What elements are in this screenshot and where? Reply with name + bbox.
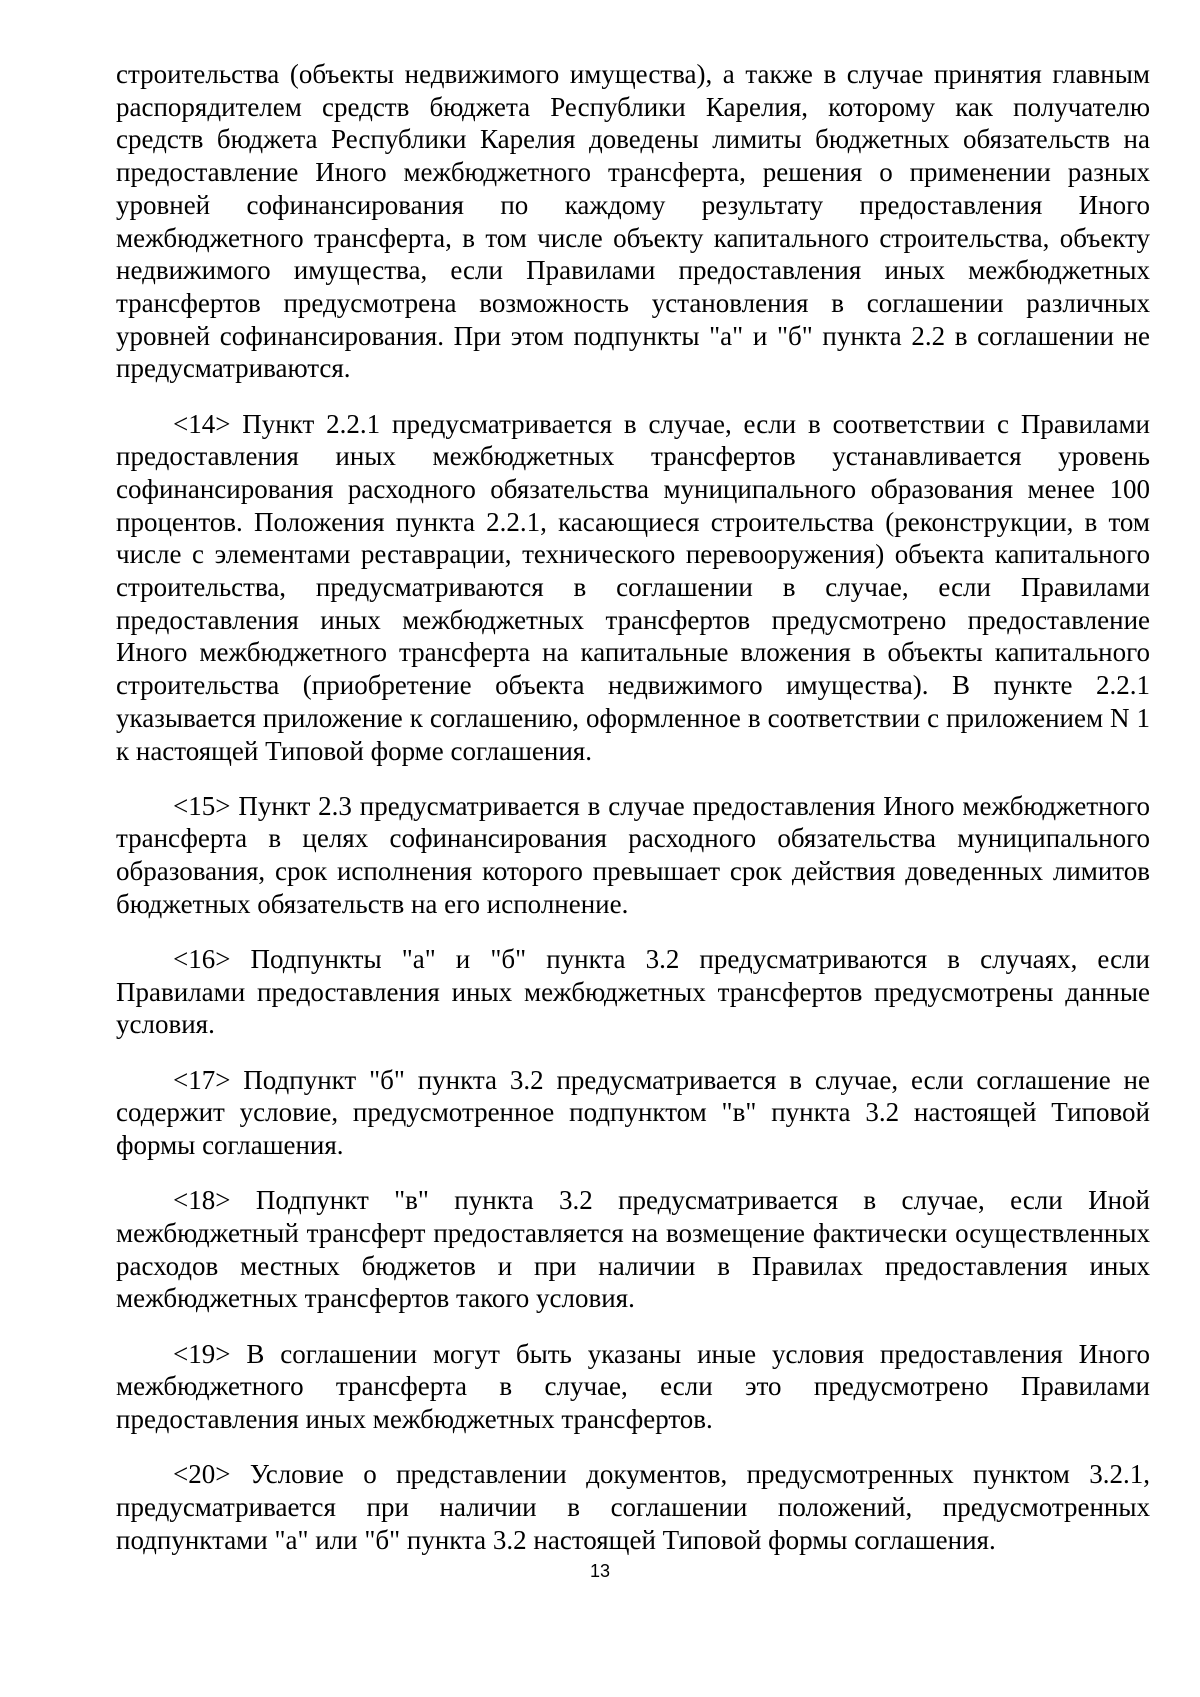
footnote-16: <16> Подпункты "а" и "б" пункта 3.2 предусматриваются в случаях, если Правилами предоставления иных межбюджетных трансфертов предусмотрены данные условия. [116, 944, 1150, 1040]
footnote-17: <17> Подпункт "б" пункта 3.2 предусматривается в случае, если соглашение не содержит условие, предусмотренное подпунктом "в" пункта 3.2 настоящей Типовой формы соглашения. [116, 1064, 1150, 1161]
footnote-15: <15> Пункт 2.3 предусматривается в случае предоставления Иного межбюджетного трансферта в целях софинансирования расходного обязательства муниципального образования, срок исполнения которого превышает срок действия доведенных лимитов бюджетных обязательств на его исполнение. [116, 790, 1150, 919]
document-body [116, 58, 1150, 1579]
footnote-14: <14> Пункт 2.2.1 предусматривается в случае, если в соответствии с Правилами предоставления иных межбюджетных трансфертов устанавливается уровень софинансирования расходного обязательства муниципального образования менее 100 процентов. Положения пункта 2.2.1, касающиеся строительства (реконструкции, в том числе с элементами реставрации, технического перевооружения) объекта капитального строительства, предусматриваются в соглашении в случае, если Правилами предоставления иных межбюджетных трансфертов предусмотрено предоставление Иного межбюджетного трансферта на капитальные вложения в объекты капитального строительства (приобретение объекта недвижимого имущества). В пункте 2.2.1 указывается приложение к соглашению, оформленное в соответствии с приложением N 1 к настоящей Типовой форме соглашения. [116, 408, 1150, 766]
footnote-19: <19> В соглашении могут быть указаны иные условия предоставления Иного межбюджетного трансферта в случае, если это предусмотрено Правилами предоставления иных межбюджетных трансфертов. [116, 1338, 1150, 1435]
footnote-20: <20> Условие о представлении документов, предусмотренных пунктом 3.2.1, предусматривается при наличии в соглашении положений, предусмотренных подпунктами "а" или "б" пункта 3.2 настоящей Типовой формы соглашения. [116, 1459, 1150, 1555]
page-number: 13 [589, 1561, 611, 1581]
paragraph-continuation: строительства (объекты недвижимого имущества), а также в случае принятия главным распорядителем средств бюджета Республики Карелия, которому как получателю средств бюджета Республики Карелия доведены лимиты бюджетных обязательств на предоставление Иного межбюджетного трансферта, решения о применении разных уровней софинансирования по каждому результату предоставления Иного межбюджетного трансферта, в том числе объекту капитального строительства, объекту недвижимого имущества, если Правилами предоставления иных межбюджетных трансфертов предусмотрена возможность установления в соглашении различных уровней софинансирования. При этом подпункты "а" и "б" пункта 2.2 в соглашении не предусматриваются. [116, 59, 1150, 384]
footnote-18: <18> Подпункт "в" пункта 3.2 предусматривается в случае, если Иной межбюджетный трансферт предоставляется на возмещение фактически осуществленных расходов местных бюджетов и при наличии в Правилах предоставления иных межбюджетных трансфертов такого условия. [116, 1185, 1150, 1314]
